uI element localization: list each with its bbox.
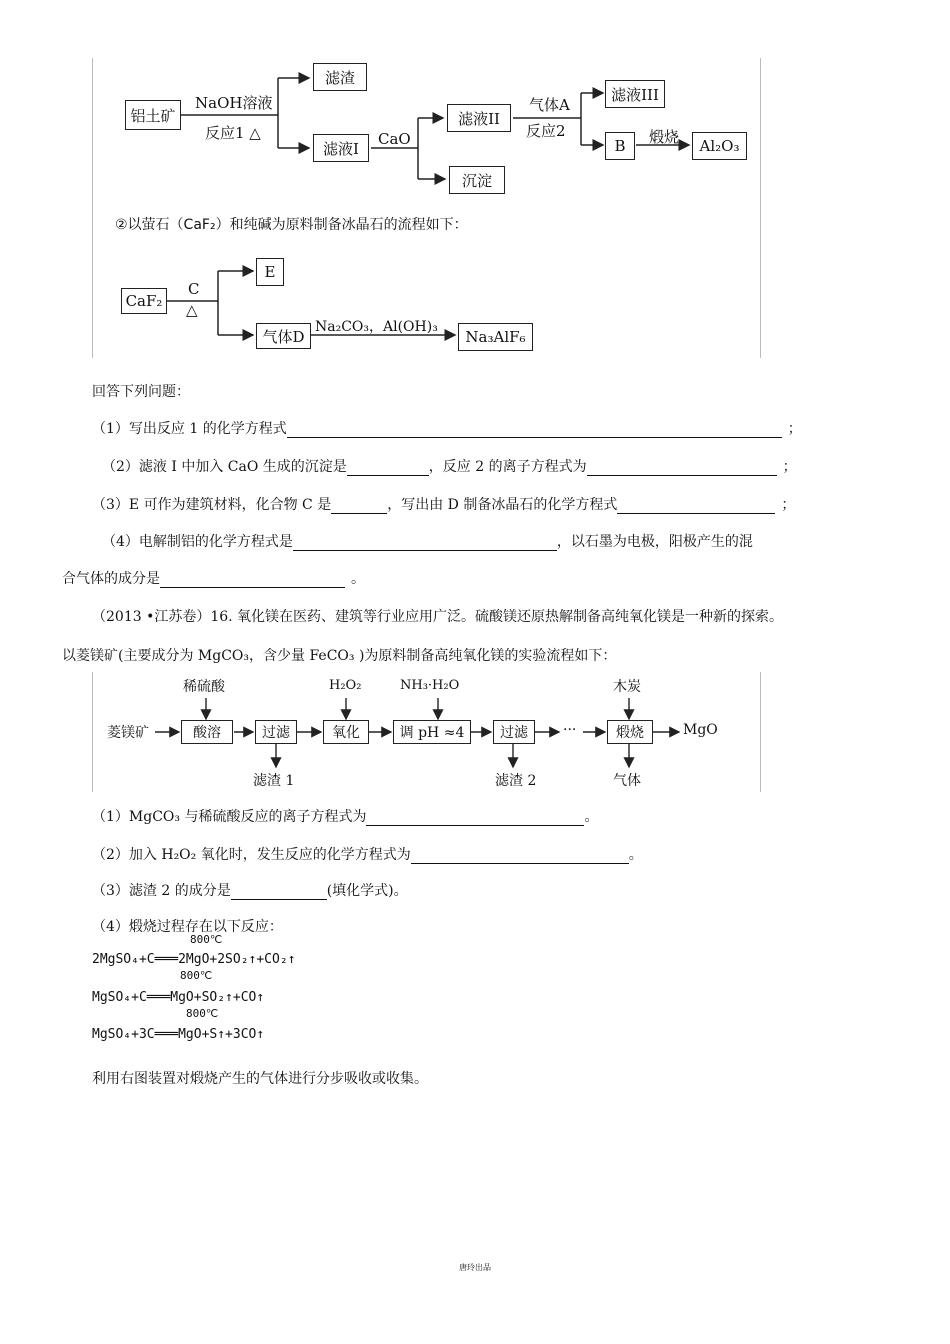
q2-text-b: ，反应 2 的离子方程式为 [428, 459, 587, 475]
s1-blank[interactable] [366, 811, 584, 826]
sub-question-2 [92, 844, 643, 864]
naoh-label: NaOH溶液 [195, 94, 273, 112]
s3-text: （3）滤渣 2 的成分是 [92, 883, 231, 899]
filtrate3-label: 滤液III [611, 85, 659, 104]
filtrate3-box [605, 80, 665, 108]
temp-label-3: 800℃ [186, 1007, 219, 1020]
problem16-line1: （2013 •江苏卷）16. 氧化镁在医药、建筑等行业应用广泛。硫酸镁还原热解制备高纯氧化镁是一种新的探索。 [92, 609, 784, 625]
s2-blank[interactable] [411, 849, 629, 864]
reaction1-label: 反应1 △ [205, 124, 261, 142]
ore-label: 铝土矿 [130, 106, 176, 125]
q4-text-b: ，以石墨为电极，阳极产生的混 [556, 534, 753, 550]
filter1-label: 过滤 [262, 725, 290, 741]
e-label: E [264, 263, 276, 281]
intro-text: 回答下列问题： [92, 384, 190, 400]
acid-label: 稀硫酸 [183, 679, 225, 695]
equation-1: 2MgSO₄+C═══2MgO+2SO₂↑+CO₂↑ [92, 952, 296, 967]
q2-blank-2[interactable] [587, 461, 777, 476]
last-line: 利用右图装置对煅烧产生的气体进行分步吸收或收集。 [92, 1071, 428, 1087]
oxidize-label: 氧化 [332, 725, 360, 741]
residue1-label: 滤渣 1 [253, 773, 295, 789]
q4-blank-2[interactable] [160, 573, 345, 588]
q4-blank-1[interactable] [293, 536, 557, 551]
h2o2-label: H₂O₂ [329, 678, 362, 693]
ore-box [125, 100, 181, 130]
b-label: B [614, 137, 626, 155]
q1-text: （1）写出反应 1 的化学方程式 [92, 421, 287, 437]
residue2-label: 滤渣 2 [495, 773, 537, 789]
c-label: C [188, 280, 200, 298]
al2o3-label: Al₂O₃ [699, 137, 740, 155]
gas-label: 气体 [613, 773, 641, 789]
q4-text-a: （4）电解制铝的化学方程式是 [102, 534, 293, 550]
filtrate2-label: 滤液II [458, 109, 500, 128]
dots-label: ··· [563, 722, 577, 738]
caf2-box [121, 288, 167, 314]
q1-blank[interactable] [287, 423, 782, 438]
flowchart-figure-3 [92, 672, 761, 792]
filter1-box [255, 720, 297, 744]
ore2-label: 菱镁矿 [107, 725, 149, 741]
q3-blank-1[interactable] [331, 499, 387, 514]
q1-end: ； [787, 421, 802, 437]
question-4 [102, 531, 753, 551]
equation-3: MgSO₄+3C═══MgO+S↑+3CO↑ [92, 1027, 265, 1042]
ph-box [393, 720, 471, 744]
footer-text: 唐玲出品 [459, 1263, 491, 1272]
product-box [458, 323, 533, 351]
reaction2-label: 反应2 [526, 122, 566, 140]
e-box [256, 258, 284, 286]
s1-text: （1）MgCO₃ 与稀硫酸反应的离子方程式为 [92, 809, 367, 825]
q3-text-b: ，写出由 D 制备冰晶石的化学方程式 [387, 497, 618, 513]
s3-end: (填化学式)。 [326, 883, 408, 899]
nh3-label: NH₃·H₂O [400, 678, 460, 693]
q4-text-c: 合气体的成分是 [62, 571, 160, 587]
filter2-label: 过滤 [500, 725, 528, 741]
q2-blank-1[interactable] [347, 461, 429, 476]
question-3 [92, 494, 795, 514]
filtrate1-box [313, 134, 369, 162]
temp-label-1: 800℃ [190, 933, 223, 946]
calcine2-label: 煅烧 [616, 725, 644, 741]
residue-box [313, 63, 367, 91]
charcoal-label: 木炭 [613, 679, 641, 695]
q3-text-a: （3）E 可作为建筑材料，化合物 C 是 [92, 497, 332, 513]
mgo-label: MgO [683, 722, 718, 738]
sub-question-4: （4）煅烧过程存在以下反应： [92, 919, 283, 935]
calcine-label: 煅烧 [649, 128, 680, 146]
oxidize-box [323, 720, 369, 744]
residue-label: 滤渣 [324, 68, 355, 87]
dissolve-label: 酸溶 [193, 725, 221, 741]
dissolve-box [181, 720, 233, 744]
precipitate-box [449, 166, 505, 194]
gasD-label: 气体D [262, 327, 305, 346]
equation-2: MgSO₄+C═══MgO+SO₂↑+CO↑ [92, 990, 265, 1005]
ph-label: 调 pH ≈4 [399, 725, 465, 741]
b-box [605, 132, 635, 160]
al2o3-box [692, 132, 747, 160]
filter2-box [493, 720, 535, 744]
q2-text-a: （2）滤液 I 中加入 CaO 生成的沉淀是 [102, 459, 347, 475]
temp-label-2: 800℃ [180, 969, 213, 982]
precipitate-label: 沉淀 [461, 171, 492, 190]
s1-end: 。 [584, 809, 599, 825]
s2-text: （2）加入 H₂O₂ 氧化时，发生反应的化学方程式为 [92, 847, 411, 863]
s2-end: 。 [628, 847, 643, 863]
s3-blank[interactable] [231, 885, 327, 900]
reagents-label: Na₂CO₃，Al(OH)₃ [315, 319, 438, 335]
problem16-line2: 以菱镁矿(主要成分为 MgCO₃，含少量 FeCO₃ )为原料制备高纯氧化镁的实验流程如下： [62, 648, 617, 664]
product-label: Na₃AlF₆ [465, 328, 526, 346]
filtrate2-box [447, 104, 511, 132]
caf2-label: CaF₂ [125, 292, 163, 310]
note2-text: ②以萤石（CaF₂）和纯碱为原料制备冰晶石的流程如下： [115, 217, 468, 233]
filtrate1-label: 滤液I [323, 139, 359, 158]
question-1 [92, 418, 802, 438]
sub-question-3 [92, 880, 408, 900]
flowchart-figure-1 [92, 58, 761, 358]
cao-label: CaO [378, 130, 411, 148]
question-2 [102, 456, 797, 476]
gasD-box [256, 323, 311, 349]
q2-end: ； [782, 459, 797, 475]
q4-end: 。 [351, 571, 365, 587]
sub-question-1 [92, 806, 598, 826]
q3-blank-2[interactable] [617, 499, 775, 514]
q3-end: ； [781, 497, 796, 513]
calcine2-box [607, 720, 653, 744]
delta-label: △ [186, 301, 198, 319]
question-4-cont [62, 568, 365, 588]
gasA-label: 气体A [529, 96, 570, 114]
